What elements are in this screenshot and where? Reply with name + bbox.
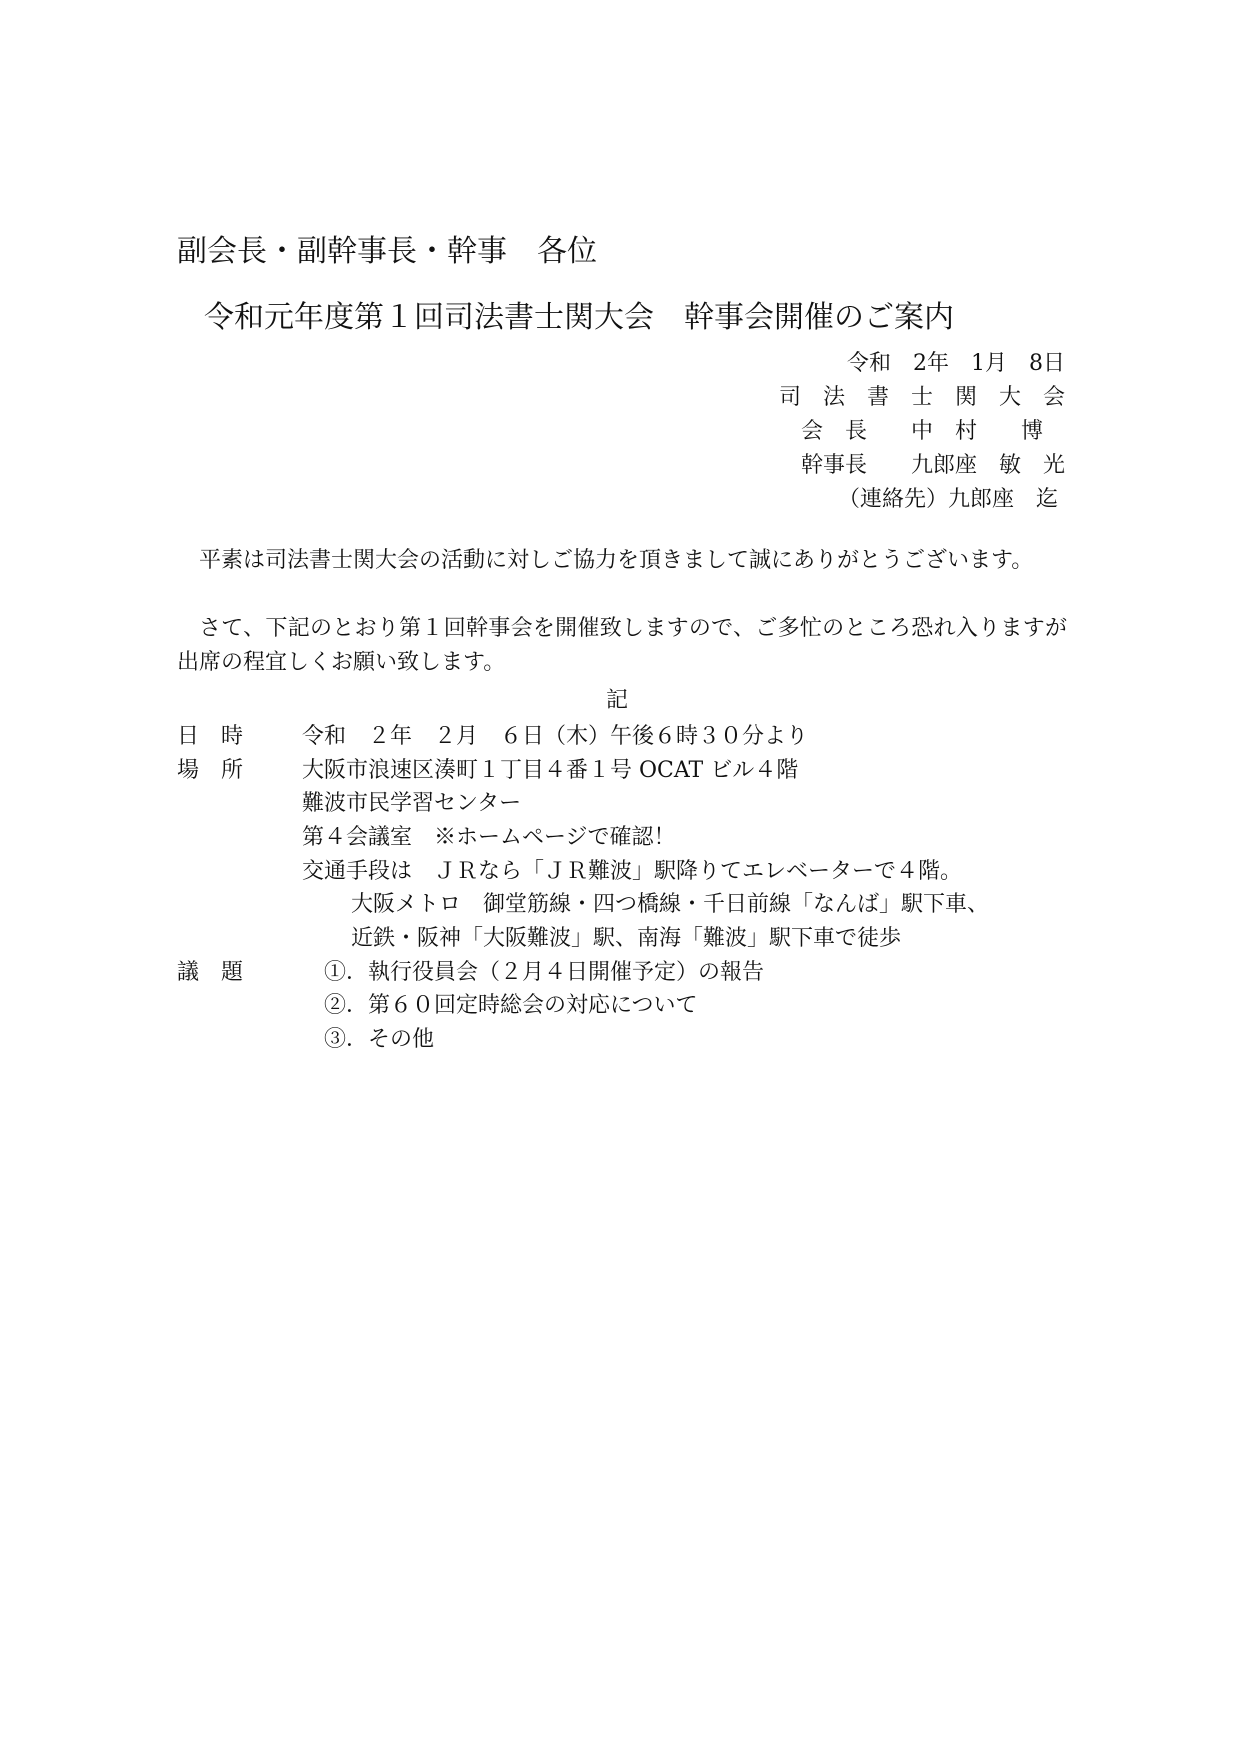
notice-heading: 記 — [606, 688, 629, 713]
contact-person: （連絡先）九郎座 迄 — [838, 487, 1065, 512]
place-room: 第４会議室 ※ホームページで確認！ — [302, 825, 676, 850]
issue-date: 令和 2年 1月 8日 — [847, 351, 1065, 376]
greeting-paragraph: 平素は司法書士関大会の活動に対しご協力を頂きまして誠にありがとうございます。 — [199, 548, 1034, 573]
agenda-label: 議 題 — [177, 960, 244, 985]
place-label: 場 所 — [177, 758, 244, 783]
datetime-value: 令和 ２年 ２月 ６日（木）午後６時３０分より — [302, 724, 809, 749]
agenda-item: ①．執行役員会（２月４日開催予定）の報告 — [324, 960, 765, 985]
place-address: 大阪市浪速区湊町１丁目４番１号 OCAT ビル４階 — [302, 758, 799, 783]
president-name: 会 長 中 村 博 — [800, 419, 1065, 444]
secretary-general-name: 幹事長 九郎座 敏 光 — [800, 453, 1065, 478]
request-paragraph: さて、下記のとおり第１回幹事会を開催致しますので、ご多忙のところ恐れ入りますが出席の程宜しくお願い致します。 — [177, 616, 1067, 675]
access-metro: 大阪メトロ 御堂筋線・四つ橋線・千日前線「なんば」駅下車、 — [351, 892, 990, 917]
agenda-item: ②．第６０回定時総会の対応について — [324, 993, 698, 1018]
place-facility: 難波市民学習センター — [302, 791, 522, 816]
page-title: 令和元年度第１回司法書士関大会 幹事会開催のご案内 — [204, 300, 954, 335]
agenda-item: ③．その他 — [324, 1027, 435, 1052]
addressee: 副会長・副幹事長・幹事 各位 — [177, 234, 597, 269]
access-jr: 交通手段は ＪＲなら「ＪＲ難波」駅降りてエレベーターで４階。 — [302, 859, 963, 884]
datetime-label: 日 時 — [177, 724, 244, 749]
sender-block — [779, 347, 1065, 517]
organization-name: 司 法 書 士 関 大 会 — [778, 385, 1065, 410]
access-private-rail: 近鉄・阪神「大阪難波」駅、南海「難波」駅下車で徒歩 — [351, 926, 902, 951]
